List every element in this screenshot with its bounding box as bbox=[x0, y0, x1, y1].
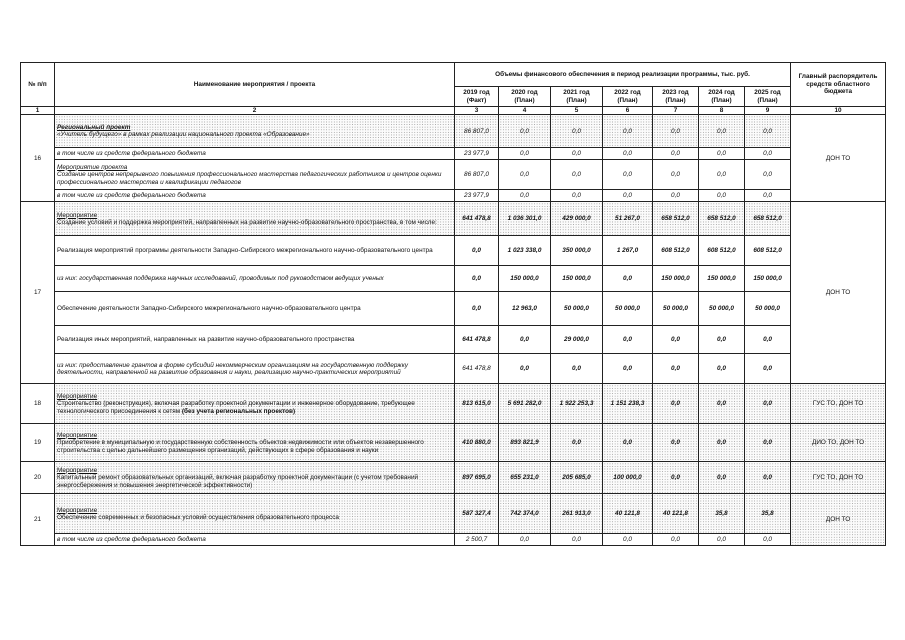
value-cell: 813 615,0 bbox=[455, 384, 499, 424]
header-finance: Объемы финансового обеспечения в период реализации программы, тыс. руб. bbox=[455, 63, 791, 87]
value-cell: 0,0 bbox=[603, 326, 653, 354]
row-number: 21 bbox=[21, 494, 55, 546]
value-cell: 608 512,0 bbox=[745, 236, 791, 266]
table-row bbox=[21, 494, 886, 534]
value-cell: 0,0 bbox=[699, 160, 745, 190]
table-row bbox=[21, 115, 886, 148]
header-manager: Главный распорядитель средств областного бюджета bbox=[791, 63, 886, 107]
value-cell: 261 913,0 bbox=[551, 494, 603, 534]
value-cell: 0,0 bbox=[499, 190, 551, 202]
value-cell: 1 151 238,3 bbox=[603, 384, 653, 424]
row-name: Мероприятие Создание условий и поддержка мероприятий, направленных на развитие научно-образовательного пространства, в том числе: bbox=[55, 202, 455, 236]
column-index: 7 bbox=[653, 107, 699, 115]
row-number: 20 bbox=[21, 462, 55, 494]
value-cell: 150 000,0 bbox=[499, 266, 551, 292]
value-cell: 0,0 bbox=[653, 384, 699, 424]
value-cell: 23 977,9 bbox=[455, 148, 499, 160]
value-cell: 0,0 bbox=[653, 160, 699, 190]
table-row bbox=[21, 424, 886, 462]
value-cell: 742 374,0 bbox=[499, 494, 551, 534]
table-row bbox=[21, 190, 886, 202]
value-cell: 0,0 bbox=[745, 462, 791, 494]
header-year: 2021 год (План) bbox=[551, 87, 603, 107]
table-row bbox=[21, 236, 886, 266]
column-index: 6 bbox=[603, 107, 653, 115]
value-cell: 0,0 bbox=[499, 326, 551, 354]
value-cell: 0,0 bbox=[603, 424, 653, 462]
value-cell: 150 000,0 bbox=[653, 266, 699, 292]
value-cell: 0,0 bbox=[499, 354, 551, 384]
value-cell: 0,0 bbox=[699, 115, 745, 148]
row-manager: ДИО ТО, ДОН ТО bbox=[791, 424, 886, 462]
value-cell: 35,8 bbox=[699, 494, 745, 534]
value-cell: 150 000,0 bbox=[699, 266, 745, 292]
value-cell: 0,0 bbox=[455, 292, 499, 326]
value-cell: 1 267,0 bbox=[603, 236, 653, 266]
value-cell: 0,0 bbox=[699, 462, 745, 494]
header-name: Наименование мероприятия / проекта bbox=[55, 63, 455, 107]
value-cell: 0,0 bbox=[603, 148, 653, 160]
value-cell: 1 036 301,0 bbox=[499, 202, 551, 236]
header-year: 2020 год (План) bbox=[499, 87, 551, 107]
header-year: 2025 год (План) bbox=[745, 87, 791, 107]
row-name: Мероприятие Строительство (реконструкция), включая разработку проектной документации и инженерное оборудование, требующее технологического присоединения к сетям (без учета региональных проектов) bbox=[55, 384, 455, 424]
table-row bbox=[21, 292, 886, 326]
value-cell: 0,0 bbox=[499, 534, 551, 546]
value-cell: 0,0 bbox=[745, 115, 791, 148]
row-manager: ГУС ТО, ДОН ТО bbox=[791, 384, 886, 424]
header-year: 2022 год (План) bbox=[603, 87, 653, 107]
value-cell: 0,0 bbox=[551, 424, 603, 462]
value-cell: 0,0 bbox=[745, 326, 791, 354]
value-cell: 0,0 bbox=[551, 190, 603, 202]
row-manager: ГУС ТО, ДОН ТО bbox=[791, 462, 886, 494]
value-cell: 658 512,0 bbox=[653, 202, 699, 236]
row-name: из них: государственная поддержка научных исследований, проводимых под руководством ведущих ученых bbox=[55, 266, 455, 292]
value-cell: 0,0 bbox=[699, 354, 745, 384]
column-index: 3 bbox=[455, 107, 499, 115]
row-name: Обеспечение деятельности Западно-Сибирского межрегионального научно-образовательного центра bbox=[55, 292, 455, 326]
row-number: 18 bbox=[21, 384, 55, 424]
value-cell: 0,0 bbox=[699, 424, 745, 462]
value-cell: 0,0 bbox=[653, 148, 699, 160]
value-cell: 0,0 bbox=[699, 148, 745, 160]
value-cell: 429 000,0 bbox=[551, 202, 603, 236]
value-cell: 0,0 bbox=[745, 534, 791, 546]
table-row bbox=[21, 462, 886, 494]
value-cell: 350 000,0 bbox=[551, 236, 603, 266]
value-cell: 655 231,0 bbox=[499, 462, 551, 494]
value-cell: 0,0 bbox=[551, 160, 603, 190]
column-index: 8 bbox=[699, 107, 745, 115]
value-cell: 0,0 bbox=[603, 534, 653, 546]
value-cell: 0,0 bbox=[745, 190, 791, 202]
value-cell: 0,0 bbox=[653, 115, 699, 148]
value-cell: 50 000,0 bbox=[745, 292, 791, 326]
value-cell: 35,8 bbox=[745, 494, 791, 534]
table-row bbox=[21, 202, 886, 236]
value-cell: 0,0 bbox=[745, 160, 791, 190]
column-index: 1 bbox=[21, 107, 55, 115]
value-cell: 150 000,0 bbox=[551, 266, 603, 292]
value-cell: 0,0 bbox=[603, 160, 653, 190]
header-year: 2023 год (План) bbox=[653, 87, 699, 107]
row-number: 17 bbox=[21, 202, 55, 384]
column-index: 4 bbox=[499, 107, 551, 115]
value-cell: 608 512,0 bbox=[653, 236, 699, 266]
header-number: № п/п bbox=[21, 63, 55, 107]
value-cell: 50 000,0 bbox=[551, 292, 603, 326]
value-cell: 0,0 bbox=[499, 160, 551, 190]
value-cell: 0,0 bbox=[745, 384, 791, 424]
value-cell: 893 821,9 bbox=[499, 424, 551, 462]
value-cell: 0,0 bbox=[603, 354, 653, 384]
value-cell: 0,0 bbox=[653, 424, 699, 462]
value-cell: 0,0 bbox=[551, 115, 603, 148]
table-row bbox=[21, 160, 886, 190]
value-cell: 0,0 bbox=[653, 190, 699, 202]
row-manager: ДОН ТО bbox=[791, 115, 886, 202]
row-name: в том числе из средств федерального бюджета bbox=[55, 190, 455, 202]
value-cell: 5 691 282,0 bbox=[499, 384, 551, 424]
value-cell: 641 478,8 bbox=[455, 326, 499, 354]
value-cell: 0,0 bbox=[699, 384, 745, 424]
program-financing-table bbox=[20, 62, 886, 546]
value-cell: 641 478,8 bbox=[455, 202, 499, 236]
value-cell: 0,0 bbox=[603, 266, 653, 292]
row-number: 19 bbox=[21, 424, 55, 462]
table-row bbox=[21, 354, 886, 384]
value-cell: 40 121,8 bbox=[603, 494, 653, 534]
value-cell: 205 685,0 bbox=[551, 462, 603, 494]
column-index-row bbox=[21, 107, 886, 115]
column-index: 9 bbox=[745, 107, 791, 115]
value-cell: 0,0 bbox=[455, 266, 499, 292]
value-cell: 50 000,0 bbox=[653, 292, 699, 326]
value-cell: 0,0 bbox=[745, 148, 791, 160]
row-name: в том числе из средств федерального бюджета bbox=[55, 148, 455, 160]
value-cell: 29 000,0 bbox=[551, 326, 603, 354]
value-cell: 0,0 bbox=[699, 190, 745, 202]
column-index: 10 bbox=[791, 107, 886, 115]
value-cell: 0,0 bbox=[653, 354, 699, 384]
header-year: 2024 год (План) bbox=[699, 87, 745, 107]
value-cell: 658 512,0 bbox=[745, 202, 791, 236]
table-row bbox=[21, 534, 886, 546]
value-cell: 0,0 bbox=[603, 190, 653, 202]
value-cell: 587 327,4 bbox=[455, 494, 499, 534]
value-cell: 658 512,0 bbox=[699, 202, 745, 236]
value-cell: 0,0 bbox=[653, 326, 699, 354]
value-cell: 23 977,9 bbox=[455, 190, 499, 202]
value-cell: 0,0 bbox=[699, 326, 745, 354]
table-row bbox=[21, 266, 886, 292]
table-row bbox=[21, 326, 886, 354]
value-cell: 12 963,0 bbox=[499, 292, 551, 326]
value-cell: 0,0 bbox=[699, 534, 745, 546]
value-cell: 0,0 bbox=[499, 148, 551, 160]
value-cell: 0,0 bbox=[551, 148, 603, 160]
row-name: Реализация мероприятий программы деятельности Западно-Сибирского межрегионального научно-образовательного центра bbox=[55, 236, 455, 266]
value-cell: 40 121,8 bbox=[653, 494, 699, 534]
row-name: Реализация иных мероприятий, направленных на развитие научно-образовательного пространства bbox=[55, 326, 455, 354]
value-cell: 51 267,0 bbox=[603, 202, 653, 236]
value-cell: 86 807,0 bbox=[455, 115, 499, 148]
row-manager: ДОН ТО bbox=[791, 202, 886, 384]
value-cell: 0,0 bbox=[499, 115, 551, 148]
row-name: Мероприятие Приобретение в муниципальную и государственную собственность объектов недвижимости или объектов незавершенного строительства с целью дальнейшего размещения организаций, действующих в сфере образования и науки bbox=[55, 424, 455, 462]
row-name: Региональный проект «Учитель будущего» в рамках реализации национального проекта «Образование» bbox=[55, 115, 455, 148]
row-name: Мероприятие Обеспечение современных и безопасных условий осуществления образовательного процесса bbox=[55, 494, 455, 534]
row-name: из них: предоставление грантов в форме субсидий некоммерческим организациям на государственную поддержку деятельности, направленной на развитие образования и науки, реализацию научно-практических мероприятий bbox=[55, 354, 455, 384]
value-cell: 0,0 bbox=[603, 115, 653, 148]
table-row bbox=[21, 148, 886, 160]
value-cell: 50 000,0 bbox=[603, 292, 653, 326]
row-manager: ДОН ТО bbox=[791, 494, 886, 546]
table-row bbox=[21, 384, 886, 424]
value-cell: 0,0 bbox=[653, 534, 699, 546]
program-financing-table-sheet bbox=[20, 62, 885, 546]
value-cell: 2 500,7 bbox=[455, 534, 499, 546]
column-index: 5 bbox=[551, 107, 603, 115]
value-cell: 0,0 bbox=[551, 534, 603, 546]
value-cell: 641 478,8 bbox=[455, 354, 499, 384]
value-cell: 0,0 bbox=[551, 354, 603, 384]
value-cell: 0,0 bbox=[745, 354, 791, 384]
value-cell: 0,0 bbox=[745, 424, 791, 462]
row-name: Мероприятие Капитальный ремонт образовательных организаций, включая разработку проектной документации (с учетом требований энергосбережения и повышения энергетической эффективности) bbox=[55, 462, 455, 494]
value-cell: 100 000,0 bbox=[603, 462, 653, 494]
value-cell: 50 000,0 bbox=[699, 292, 745, 326]
row-name: Мероприятие проекта Создание центров непрерывного повышения профессионального мастерства педагогических работников и центров оценки профессионального мастерства и квалификации педагогов bbox=[55, 160, 455, 190]
row-number: 16 bbox=[21, 115, 55, 202]
value-cell: 0,0 bbox=[455, 236, 499, 266]
value-cell: 1 023 338,0 bbox=[499, 236, 551, 266]
value-cell: 0,0 bbox=[653, 462, 699, 494]
row-name: в том числе из средств федерального бюджета bbox=[55, 534, 455, 546]
column-index: 2 bbox=[55, 107, 455, 115]
value-cell: 1 922 253,3 bbox=[551, 384, 603, 424]
value-cell: 150 000,0 bbox=[745, 266, 791, 292]
value-cell: 86 807,0 bbox=[455, 160, 499, 190]
header-year: 2019 год (Факт) bbox=[455, 87, 499, 107]
value-cell: 897 695,0 bbox=[455, 462, 499, 494]
value-cell: 608 512,0 bbox=[699, 236, 745, 266]
value-cell: 410 880,0 bbox=[455, 424, 499, 462]
